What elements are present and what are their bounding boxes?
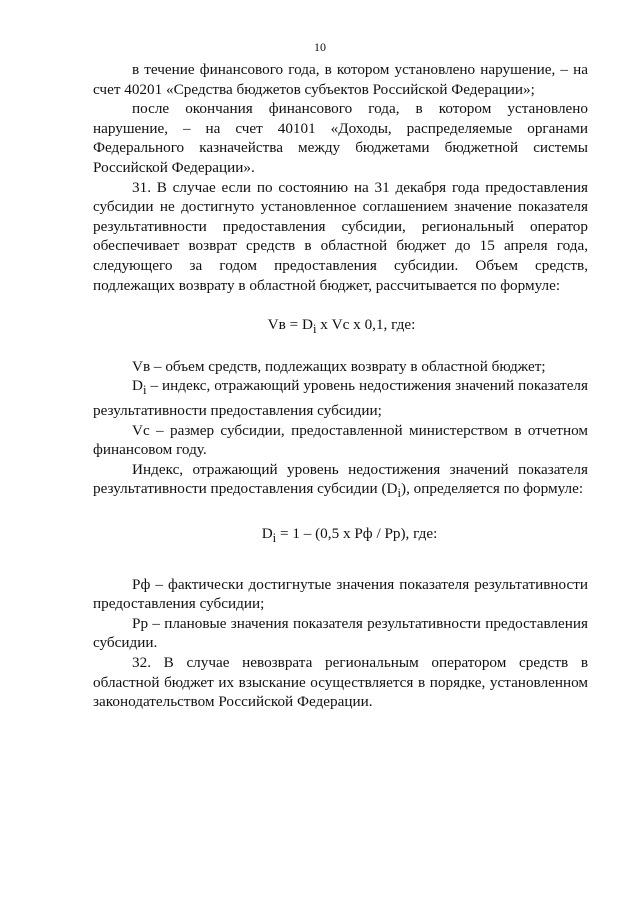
- definition-di: $D_i$ – индекс, отражающий уровень недостижения значений показателя результативности предоставления субсидии;: [93, 377, 588, 419]
- paragraph-index-intro: Индекс, отражающий уровень недостижения значений показателя результативности предоставления субсидии $(D_i)$, определяется по формуле:: [93, 460, 588, 501]
- definition-rf: Рф – фактически достигнутые значения показателя результативности предоставления субсидии;: [93, 575, 588, 613]
- definition-rr: Рр – плановые значения показателя результативности предоставления субсидии.: [93, 614, 588, 652]
- document-body: [93, 60, 588, 712]
- definition-vc: Vc – размер субсидии, предоставленной министерством в отчетном финансовом году.: [93, 421, 588, 459]
- formula-index: $D_i = 1 - (0,5$ х Рф / Рр), где:: [261, 524, 438, 545]
- paragraph-32: 32. В случае невозврата региональным оператором средств в областной бюджет их взыскание осуществляется в порядке, установленном законодательством Российской Федерации.: [93, 653, 588, 711]
- definition-vv: Vв – объем средств, подлежащих возврату в областной бюджет;: [132, 357, 546, 375]
- paragraph-account-40201: в течение финансового года, в котором установлено нарушение, – на счет 40201 «Средства бюджетов субъектов Российской Федерации»;: [93, 61, 588, 98]
- paragraph-31: 31. В случае если по состоянию на 31 декабря года предоставления субсидии не достигнуто установленное соглашением значение показателя результативности предоставления субсидии, региональный оператор обеспечивает возврат средств в областной бюджет до 15 апреля года, следующего за годом предоставления субсидии. Объем средств, подлежащих возврату в областной бюджет, рассчитывается по формуле:: [93, 178, 588, 294]
- paragraph-account-40101: после окончания финансового года, в котором установлено нарушение, – на счет 40101 «Доходы, распределяемые органами Федерального казначейства между бюджетами бюджетной системы Российской Федерации».: [93, 100, 588, 176]
- page-number: 10: [314, 40, 326, 54]
- spacer: [93, 504, 588, 507]
- formula-refund-amount: Vв = $D_i$ х Vc х 0,1, где:: [267, 316, 416, 337]
